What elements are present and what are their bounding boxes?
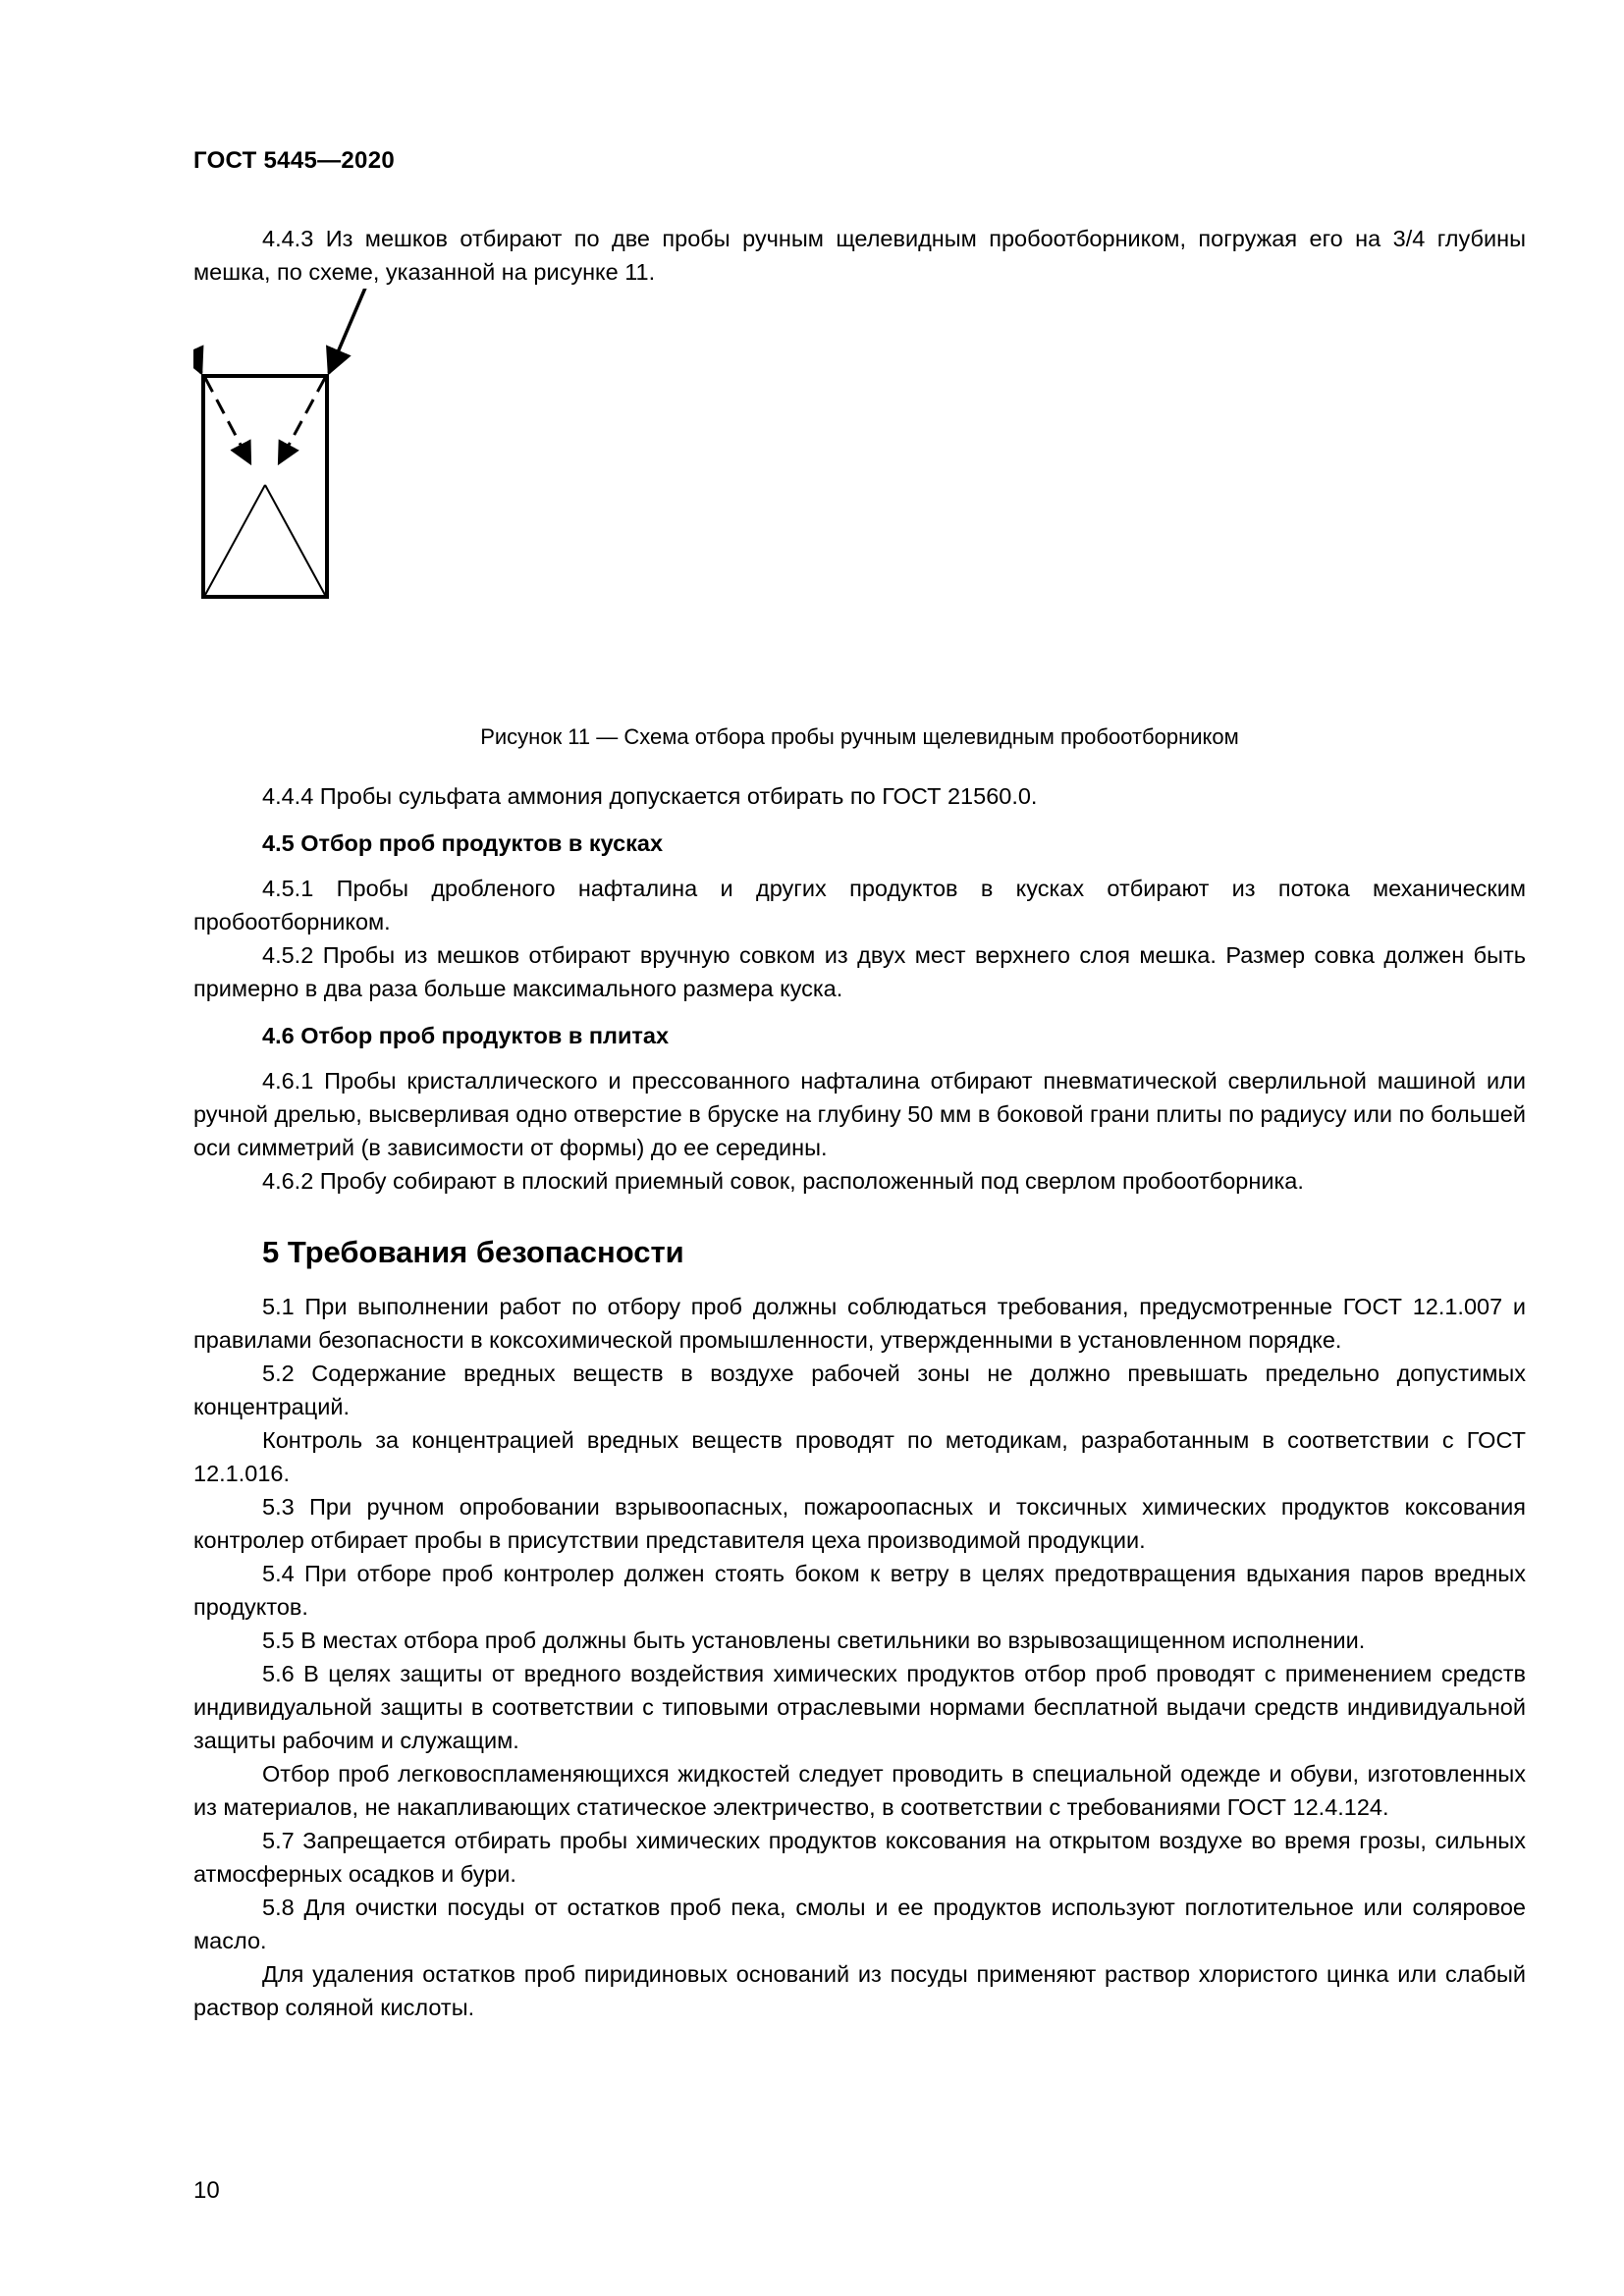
paragraph-4-6-1: 4.6.1 Пробы кристаллического и прессованного нафталина отбирают пневматической сверлильной машиной или ручной дрелью, высверливая одно отверстие в бруске на глубину 50 мм в боковой грани плиты по радиусу или по большей оси симметрий (в зависимости от формы) до ее середины. xyxy=(193,1068,1526,1160)
paragraph-5-4: 5.4 При отборе проб контролер должен стоять боком к ветру в целях предотвращения вдыхания паров вредных продуктов. xyxy=(193,1561,1526,1620)
paragraph-5-6: 5.6 В целях защиты от вредного воздействия химических продуктов отбор проб проводят с применением средств индивидуальной защиты в соответствии с типовыми отраслевыми нормами бесплатной выдачи средств индивидуальной защиты рабочим и служащим. xyxy=(193,1661,1526,1753)
figure-caption: Рисунок 11 — Схема отбора пробы ручным щелевидным пробоотборником xyxy=(480,724,1239,749)
paragraph-5-5: 5.5 В местах отбора проб должны быть установлены светильники во взрывозащищенном исполнении. xyxy=(262,1628,1366,1653)
entry-arrow-left xyxy=(193,289,201,373)
paragraph-4-6-2: 4.6.2 Пробу собирают в плоский приемный совок, расположенный под сверлом пробоотборника. xyxy=(262,1168,1304,1194)
paragraph-5-2-control: Контроль за концентрацией вредных веществ проводят по методикам, разработанным в соответствии с ГОСТ 12.1.016. xyxy=(193,1427,1526,1486)
document-header: ГОСТ 5445—2020 xyxy=(193,147,396,174)
entry-arrow-right xyxy=(329,289,366,373)
paragraph-5-8: 5.8 Для очистки посуды от остатков проб пека, смолы и ее продуктов используют поглотительное или соляровое масло. xyxy=(193,1895,1526,1953)
sampling-scheme-diagram xyxy=(193,289,488,721)
paragraph-4-5-1: 4.5.1 Пробы дробленого нафталина и других продуктов в кусках отбирают из потока механическим пробоотборником. xyxy=(193,876,1526,934)
probe-path-right xyxy=(279,378,325,463)
paragraph-5-6-flammable: Отбор проб легковоспламеняющихся жидкостей следует проводить в специальной одежде и обуви, изготовленных из материалов, не накапливающих статическое электричество, в соответствии с требованиями ГОСТ 12.4.124. xyxy=(193,1761,1526,1820)
probe-line-right-lower xyxy=(265,485,325,595)
paragraph-4-4-4: 4.4.4 Пробы сульфата аммония допускается отбирать по ГОСТ 21560.0. xyxy=(262,783,1038,809)
paragraph-5-2: 5.2 Содержание вредных веществ в воздухе рабочей зоны не должно превышать предельно допустимых концентраций. xyxy=(193,1361,1526,1419)
section-heading-5: 5 Требования безопасности xyxy=(262,1235,684,1269)
figure-11 xyxy=(193,289,1526,779)
probe-line-left-lower xyxy=(205,485,265,595)
paragraph-5-8-pyridine: Для удаления остатков проб пиридиновых оснований из посуды применяют раствор хлористого цинка или слабый раствор соляной кислоты. xyxy=(193,1961,1526,2020)
probe-path-left xyxy=(205,378,250,463)
paragraph-5-1: 5.1 При выполнении работ по отбору проб должны соблюдаться требования, предусмотренные ГОСТ 12.1.007 и правилами безопасности в коксохимической промышленности, утвержденными в установленном порядке. xyxy=(193,1294,1526,1353)
paragraph-5-7: 5.7 Запрещается отбирать пробы химических продуктов коксования на открытом воздухе во время грозы, сильных атмосферных осадков и бури. xyxy=(193,1828,1526,1887)
section-heading-4-6: 4.6 Отбор проб продуктов в плитах xyxy=(262,1023,670,1048)
section-heading-4-5: 4.5 Отбор проб продуктов в кусках xyxy=(262,830,664,856)
paragraph-4-5-2: 4.5.2 Пробы из мешков отбирают вручную совком из двух мест верхнего слоя мешка. Размер совка должен быть примерно в два раза больше максимального размера куска. xyxy=(193,942,1526,1001)
paragraph-4-4-3: 4.4.3 Из мешков отбирают по две пробы ручным щелевидным пробоотборником, погружая его на 3/4 глубины мешка, по схеме, указанной на рисунке 11. xyxy=(193,226,1526,285)
document-body xyxy=(193,222,1526,2024)
paragraph-5-3: 5.3 При ручном опробовании взрывоопасных, пожароопасных и токсичных химических продуктов коксования контролер отбирает пробы в присутствии представителя цеха производимой продукции. xyxy=(193,1494,1526,1553)
page-number: 10 xyxy=(193,2177,220,2204)
